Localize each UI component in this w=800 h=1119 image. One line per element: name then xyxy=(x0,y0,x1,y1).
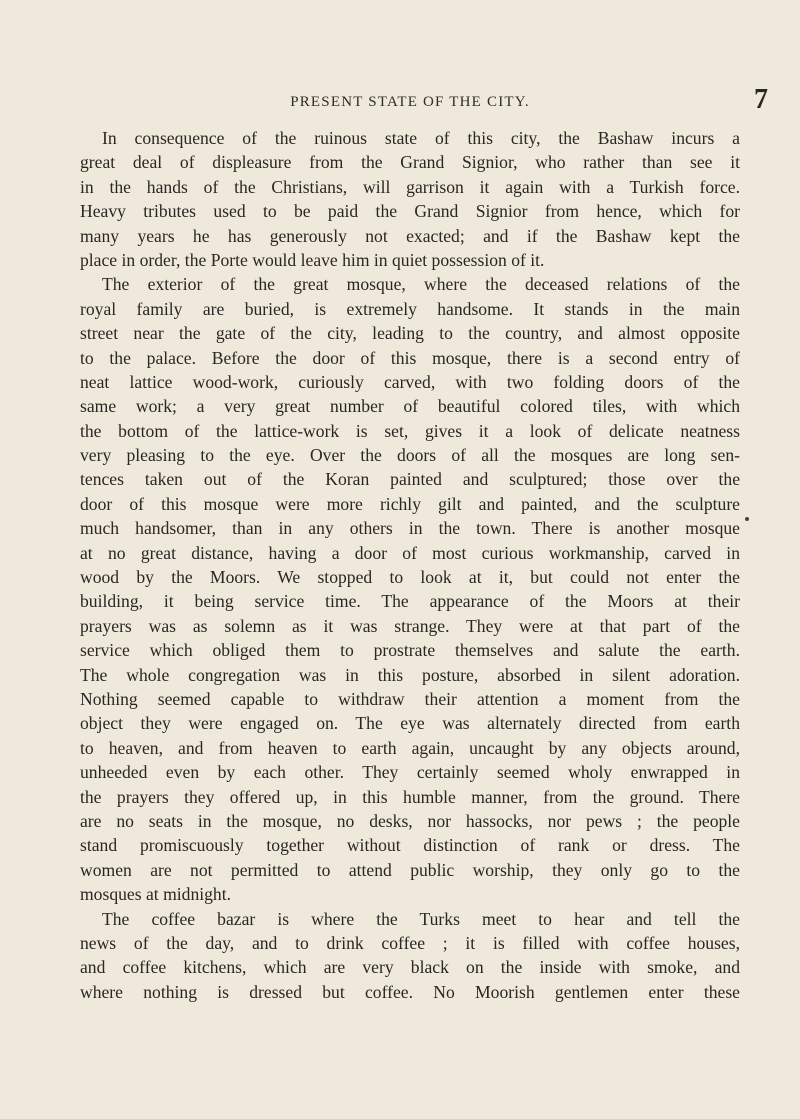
text-line: Heavy tributes used to be paid the Grand Signior from hence, which for xyxy=(80,201,740,222)
text-line: where nothing is dressed but coffee. No Moorish gentlemen enter these xyxy=(80,981,740,1002)
text-line: and coffee kitchens, which are very black on the inside with smoke, and xyxy=(80,957,740,978)
text-line: stand promiscuously together without distinction of rank or dress. The xyxy=(80,835,740,856)
text-line: in the hands of the Christians, will garrison it again with a Turkish force. xyxy=(80,176,740,197)
text-line: wood by the Moors. We stopped to look at it, but could not enter the xyxy=(80,567,740,588)
print-speck xyxy=(745,517,749,521)
text-line: place in order, the Porte would leave him in quiet possession of it. xyxy=(80,249,545,270)
text-line: are no seats in the mosque, no desks, nor hassocks, nor pews ; the people xyxy=(80,810,740,831)
text-line: The exterior of the great mosque, where the deceased relations of the xyxy=(102,274,740,295)
text-line: much handsomer, than in any others in the town. There is another mosque xyxy=(80,518,740,539)
text-line: same work; a very great number of beautiful colored tiles, with which xyxy=(80,396,740,417)
text-line: very pleasing to the eye. Over the doors of all the mosques are long sen- xyxy=(80,445,740,466)
text-line: street near the gate of the city, leading to the country, and almost opposite xyxy=(80,323,740,344)
text-line: news of the day, and to drink coffee ; it is filled with coffee houses, xyxy=(80,932,740,953)
text-line: at no great distance, having a door of most curious workmanship, carved in xyxy=(80,542,740,563)
text-line: to the palace. Before the door of this mosque, there is a second entry of xyxy=(80,347,740,368)
text-line: Nothing seemed capable to withdraw their attention a moment from the xyxy=(80,688,740,709)
text-line: tences taken out of the Koran painted and sculptured; those over the xyxy=(80,469,740,490)
text-line: the bottom of the lattice-work is set, gives it a look of delicate neatness xyxy=(80,420,740,441)
running-head xyxy=(80,84,768,118)
text-line: The whole congregation was in this posture, absorbed in silent adoration. xyxy=(80,664,740,685)
body-text xyxy=(80,126,740,1004)
text-line: many years he has generously not exacted; and if the Bashaw kept the xyxy=(80,225,740,246)
text-line: to heaven, and from heaven to earth again, uncaught by any objects around, xyxy=(80,737,740,758)
text-line: royal family are buried, is extremely handsome. It stands in the main xyxy=(80,298,740,319)
page-number: 7 xyxy=(754,84,768,115)
text-line: unheeded even by each other. They certainly seemed wholy enwrapped in xyxy=(80,762,740,783)
text-line: neat lattice wood-work, curiously carved, with two folding doors of the xyxy=(80,371,740,392)
text-line: door of this mosque were more richly gilt and painted, and the sculpture xyxy=(80,493,740,514)
text-line: the prayers they offered up, in this humble manner, from the ground. There xyxy=(80,786,740,807)
text-line: The coffee bazar is where the Turks meet to hear and tell the xyxy=(102,908,740,929)
text-line: mosques at midnight. xyxy=(80,884,232,905)
text-line: object they were engaged on. The eye was alternately directed from earth xyxy=(80,713,740,734)
text-line: building, it being service time. The appearance of the Moors at their xyxy=(80,591,740,612)
text-line: service which obliged them to prostrate themselves and salute the earth. xyxy=(80,640,740,661)
text-line: women are not permitted to attend public worship, they only go to the xyxy=(80,859,740,880)
text-line: In consequence of the ruinous state of this city, the Bashaw incurs a xyxy=(102,128,740,148)
running-title: PRESENT STATE OF THE CITY. xyxy=(290,94,530,110)
text-line: great deal of displeasure from the Grand Signior, who rather than see it xyxy=(80,152,740,173)
text-line: prayers was as solemn as it was strange. They were at that part of the xyxy=(80,615,740,636)
